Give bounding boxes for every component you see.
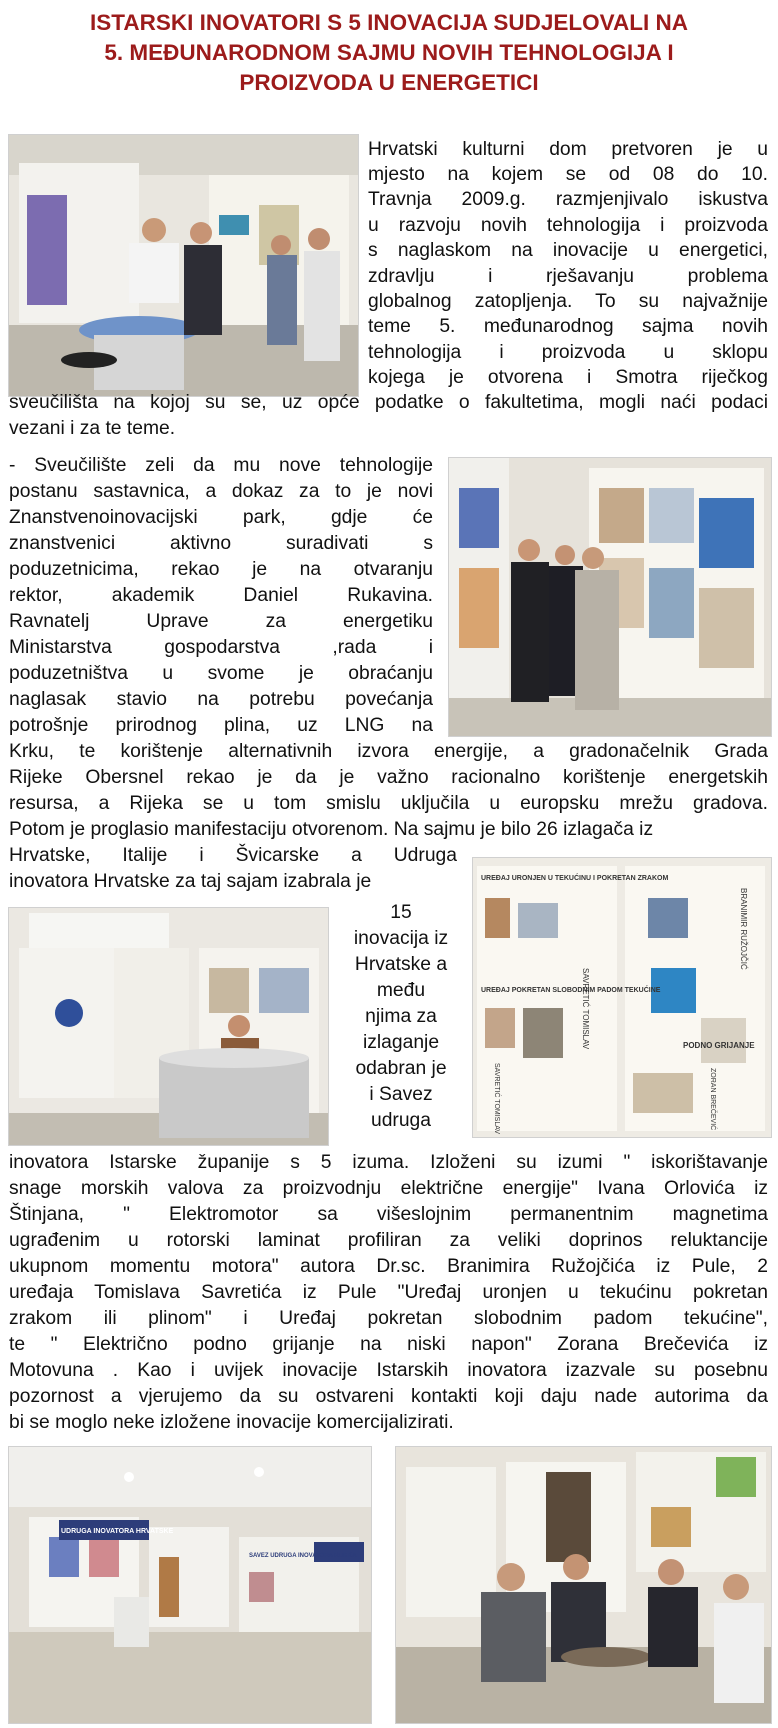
photo-officials-stand [448,457,772,737]
p2-line: poduzetništva u svome je obraćanju [9,663,433,684]
p2-line: Ravnatelj Uprave za energetiku [9,611,433,632]
p2-line: naglasak stavio na potrebu povećanja [9,689,433,710]
poster-heading-4: PODNO GRIJANJE [683,1041,755,1050]
p1-line: s naglaskom na inovacije u energetici, [368,240,768,261]
poster-name-1: SAVRETIĆ TOMISLAV [581,968,590,1050]
article-title [10,8,768,98]
p1-line: u razvoju novih tehnologija i proizvoda [368,215,768,236]
p1-line: sveučilišta na kojoj su se, uz opće podatke o fakultetima, mogli naći podaci [9,392,768,413]
p2-line: Ministarstva gospodarstva ,rada i [9,637,433,658]
p2-line: rektor, akademik Daniel Rukavina. [9,585,433,606]
narrow-line: udruga [370,1110,432,1131]
poster-heading-2: UREĐAJ POKRETAN SLOBODNIM PADOM TEKUĆINE [481,987,661,994]
poster-name-2: BRANIMIR RUŽOJČIĆ [739,888,748,970]
p3-line: Štinjana, " Elektromotor sa višeslojnim permanentnim magnetima [9,1204,768,1225]
narrow-line: među [376,980,426,1001]
p2-line: potrošnje prirodnog plina, uz LNG na [9,715,433,736]
photo-innovation-posters [472,857,772,1138]
p1-line: Travnja 2009.g. razmjenjivalo iskustva [368,189,768,210]
p3-line: te " Električno podno grijanje na niski napon" Zorana Brečevića iz [9,1334,768,1355]
p3-line: pozornost a vjerujemo da su ostvareni kontakti koji daju nade autorima da [9,1386,768,1407]
p2-line: poduzetnicima, rekao je na otvaranju [9,559,433,580]
p3-line: ugrađenim u rotorski laminat profiliran za veliki doprinos reluktancije [9,1230,768,1251]
photo-seated-visitors [395,1446,772,1724]
p3-line: uređaja Tomislava Savretića iz Pule "Uređaj uronjen u tekućinu pokretan [9,1282,768,1303]
p3-line: inovatora Istarske županije s 5 izuma. Izloženi su izumi " iskorištavanje [9,1152,768,1173]
poster-name-4: ZORAN BREČEVIĆ [709,1068,716,1131]
title-line-3: PROIZVODA U ENERGETICI [239,70,539,95]
p1-line: tehnologija i proizvoda u sklopu [368,342,768,363]
p2-line: inovatora Hrvatske za taj sajam izabrala je [9,871,372,892]
p1-line: Hrvatski kulturni dom pretvoren je u [368,139,768,160]
poster-heading-1: UREĐAJ URONJEN U TEKUĆINU I POKRETAN ZRAKOM [481,875,669,882]
narrow-line: Hrvatske a [354,954,448,975]
narrow-line: i Savez [369,1084,433,1105]
p2-line: Krku, te korištenje alternativnih izvora energije, a gradonačelnik Grada [9,741,768,762]
narrow-line: 15 [390,902,412,923]
p1-line: globalnog zatopljenja. To su najvažnije [368,291,768,312]
p1-line: kojega je otvorena i Smotra riječkog [368,367,768,388]
photo-booth-exhibitor [8,907,329,1146]
p2-line: Rijeke Obersnel rekao je da je važno racionalno korištenje energetskih [9,767,768,788]
p1-line: teme 5. međunarodnog sajma novih [368,316,768,337]
p3-line: ukupnom momentu motora" autora Dr.sc. Branimira Ružojčića iz Pule, 2 [9,1256,768,1277]
p1-line: mjesto na kojem se od 08 do 10. [368,164,768,185]
p2-line: Potom je proglasio manifestaciju otvorenom. Na sajmu je bilo 26 izlagača iz [9,819,654,840]
p2-line: Hrvatske, Italije i Švicarske a Udruga [9,845,457,866]
p3-line: zrakom ili plinom" i Uređaj pokretan slobodnim padom tekućine", [9,1308,768,1329]
booth-sign-1: UDRUGA INOVATORA HRVATSKE [61,1528,174,1535]
narrow-line: njima za [365,1006,437,1027]
photo-exhibition-visitors [8,134,359,397]
p2-line: - Sveučilište zeli da mu nove tehnologije [9,455,433,476]
p3-line: Motovuna . Kao i uvijek inovacije Istarskih inovatora izazvale su posebnu [9,1360,768,1381]
p3-line: snage morskih valova za proizvodnju električne energije" Ivana Orlovića iz [9,1178,768,1199]
p2-line: znanstvenici aktivno suradivati s [9,533,433,554]
title-line-2: 5. MEĐUNARODNOM SAJMU NOVIH TEHNOLOGIJA I [104,40,674,65]
photo-exhibition-hall [8,1446,372,1724]
narrow-line: odabran je [355,1058,447,1079]
p2-line: Znanstvenoinovacijski park, gdje će [9,507,433,528]
p2-line: resursa, a Rijeka se u tom smislu uključila u europsku mrežu gradova. [9,793,768,814]
narrow-line: inovacija iz [353,928,449,949]
booth-sign-2: SAVEZ UDRUGA INOVATORA RIJEKA [249,1553,357,1559]
title-line-1: ISTARSKI INOVATORI S 5 INOVACIJA SUDJELOVALI NA [90,10,688,35]
poster-name-3: SAVRETIĆ TOMISLAV [493,1063,500,1135]
narrow-line: izlaganje [362,1032,440,1053]
p1-line: zdravlju i rješavanju problema [368,266,768,287]
p3-line: bi se moglo neke izložene inovacije komercijalizirati. [9,1412,454,1433]
p2-line: postanu sastavnica, a dokaz za to je novi [9,481,433,502]
p1-line: vezani i za te teme. [9,418,176,439]
